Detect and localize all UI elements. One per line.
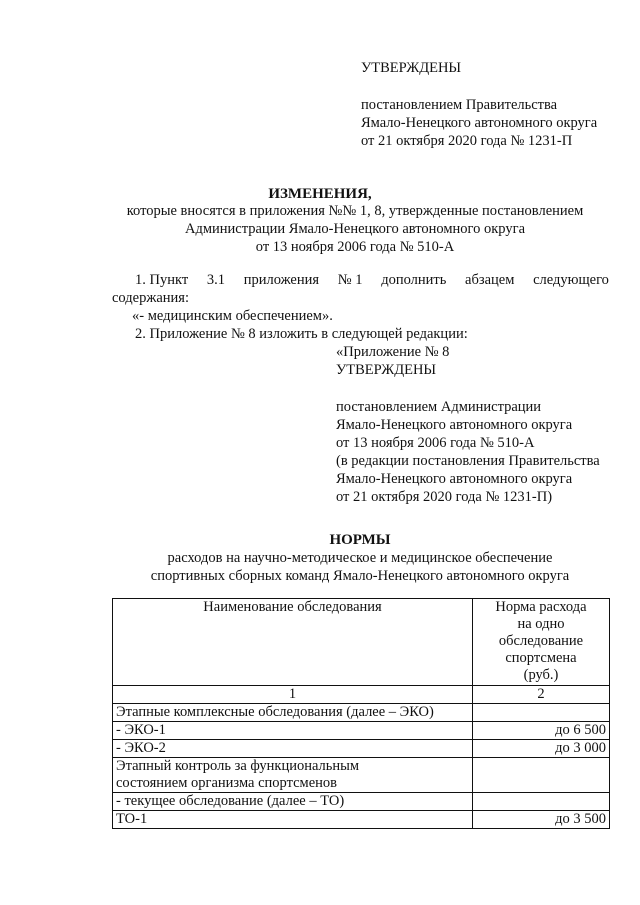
table-row [113,740,610,758]
norms-subtitle-1: расходов на научно-методическое и медицинское обеспечение [167,550,553,566]
approval-line-2: Ямало-Ненецкого автономного округа [361,115,598,131]
approval-line-1: постановлением Правительства [361,97,558,113]
appendix-line-1: «Приложение № 8 [336,344,450,360]
approved-heading: УТВЕРЖДЕНЫ [361,60,462,76]
table-row [113,722,610,740]
paragraph-2: 2. Приложение № 8 изложить в следующей редакции: [135,326,468,342]
paragraph-1 [135,271,609,289]
table-header-row [113,599,610,686]
appendix-line-4: Ямало-Ненецкого автономного округа [336,417,573,433]
row-name: - текущее обследование (далее – ТО) [113,793,473,811]
paragraph-1-continuation: содержания: [112,290,190,306]
table-row [113,793,610,811]
appendix-line-8: от 21 октября 2020 года № 1231-П) [336,489,553,505]
approval-line-3: от 21 октября 2020 года № 1231-П [361,133,573,149]
table-row [113,811,610,829]
column-header-name: Наименование обследования [113,599,473,686]
changes-subtitle-1: которые вносятся в приложения №№ 1, 8, утвержденные постановлением [126,203,584,219]
row-name: - ЭКО-1 [113,722,473,740]
p1-word: абзацем [465,272,515,288]
column-header-norm: Норма расхода на одно обследование спортсмена (руб.) [473,599,610,686]
table-row [113,758,610,793]
row-name: - ЭКО-2 [113,740,473,758]
changes-subtitle-2: Администрации Ямало-Ненецкого автономного округа [184,221,526,237]
row-value [473,793,610,811]
p1-word: следующего [533,272,609,288]
paragraph-1-quote: «- медицинским обеспечением». [132,308,333,324]
appendix-line-5: от 13 ноября 2006 года № 510-А [336,435,535,451]
appendix-line-6: (в редакции постановления Правительства [336,453,600,469]
table-row [113,704,610,722]
p1-word: № 1 [337,272,363,288]
appendix-line-7: Ямало-Ненецкого автономного округа [336,471,573,487]
row-value [473,704,610,722]
appendix-line-3: постановлением Администрации [336,399,542,415]
p1-word: 1. Пункт [135,272,189,288]
norms-table [112,598,610,829]
row-value [473,758,610,793]
row-name: Этапный контроль за функциональным состоянием организма спортсменов [113,758,473,793]
column-number-1: 1 [113,686,473,704]
row-value: до 6 500 [473,722,610,740]
norms-title: НОРМЫ [329,532,391,548]
p1-word: 3.1 [206,272,225,288]
p1-word: приложения [243,272,320,288]
row-value: до 3 000 [473,740,610,758]
p1-word: дополнить [381,272,447,288]
changes-subtitle-3: от 13 ноября 2006 года № 510-А [255,239,455,255]
row-name: ТО-1 [113,811,473,829]
column-number-2: 2 [473,686,610,704]
row-value: до 3 500 [473,811,610,829]
row-name: Этапные комплексные обследования (далее – ЭКО) [113,704,473,722]
norms-subtitle-2: спортивных сборных команд Ямало-Ненецкого автономного округа [150,568,570,584]
table-number-row [113,686,610,704]
changes-title: ИЗМЕНЕНИЯ, [268,186,372,202]
appendix-line-2: УТВЕРЖДЕНЫ [336,362,437,378]
